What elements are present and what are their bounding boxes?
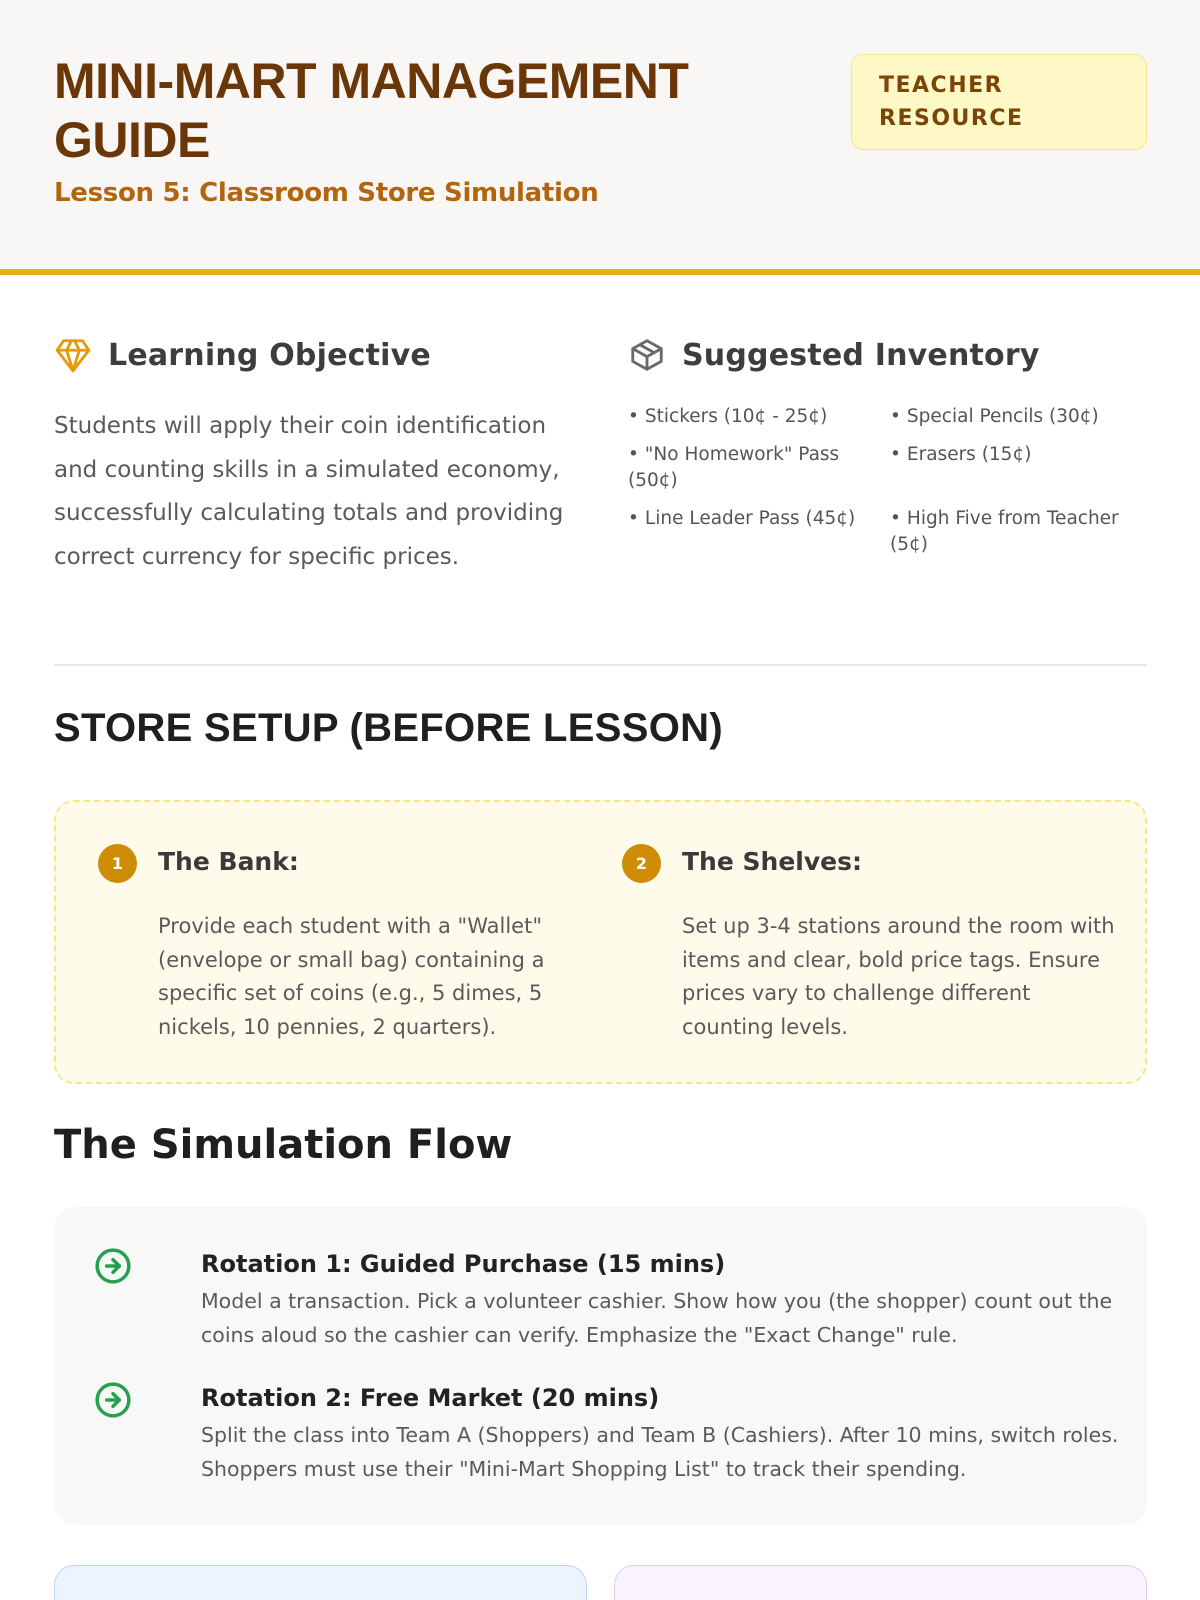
rotation-title: Rotation 1: Guided Purchase (15 mins)	[201, 1250, 726, 1278]
inventory-list	[628, 404, 1148, 558]
rotation-text: Split the class into Team A (Shoppers) and Team B (Cashiers). After 10 mins, switch roles. Shoppers must use their "Mini-Mart Shopping List" to track their spending.	[201, 1423, 1119, 1481]
page-title: MINI-MART MANAGEMENT GUIDE	[54, 53, 689, 168]
step-title: The Bank:	[158, 847, 299, 876]
store-setup-box	[54, 800, 1147, 1084]
arrow-circle-right-icon	[94, 1247, 132, 1285]
step-title: The Shelves:	[682, 847, 862, 876]
step-number-badge: 2	[622, 844, 661, 883]
inventory-item: • High Five from Teacher (5¢)	[890, 506, 1148, 558]
inventory-item: • Special Pencils (30¢)	[890, 404, 1148, 430]
badge-line-1: TEACHER	[879, 73, 1004, 98]
gem-icon	[54, 336, 92, 374]
objective-heading-label: Learning Objective	[108, 337, 431, 373]
inventory-item: • "No Homework" Pass (50¢)	[628, 442, 890, 494]
objective-heading	[54, 336, 431, 374]
badge-line-2: RESOURCE	[879, 106, 1024, 131]
section-divider	[54, 664, 1147, 666]
simulation-flow-box	[54, 1207, 1147, 1525]
store-setup-heading: STORE SETUP (BEFORE LESSON)	[54, 706, 723, 750]
info-card-blue	[54, 1565, 587, 1600]
step-text: Set up 3-4 stations around the room with items and clear, bold price tags. Ensure prices vary to challenge different counting levels.	[682, 914, 1115, 1039]
inventory-item: • Erasers (15¢)	[890, 442, 1148, 494]
simulation-flow-heading: The Simulation Flow	[54, 1122, 513, 1168]
rotation-text: Model a transaction. Pick a volunteer cashier. Show how you (the shopper) count out the coins aloud so the cashier can verify. Emphasize the "Exact Change" rule.	[201, 1289, 1113, 1347]
lesson-subtitle: Lesson 5: Classroom Store Simulation	[54, 178, 599, 208]
teacher-resource-badge	[851, 54, 1147, 150]
arrow-circle-right-icon	[94, 1381, 132, 1419]
rotation-title: Rotation 2: Free Market (20 mins)	[201, 1384, 660, 1412]
inventory-heading-label: Suggested Inventory	[682, 337, 1040, 373]
step-number-badge: 1	[98, 844, 137, 883]
info-card-purple	[614, 1565, 1147, 1600]
inventory-heading	[628, 336, 1040, 374]
objective-text: Students will apply their coin identification and counting skills in a simulated economy, successfully calculating totals and providing correct currency for specific prices.	[54, 413, 564, 570]
inventory-item: • Line Leader Pass (45¢)	[628, 506, 890, 558]
inventory-item: • Stickers (10¢ - 25¢)	[628, 404, 890, 430]
step-text: Provide each student with a "Wallet" (envelope or small bag) containing a specific set of coins (e.g., 5 dimes, 5 nickels, 10 pennies, 2 quarters).	[158, 914, 545, 1039]
page-header	[0, 0, 1200, 275]
box-icon	[628, 336, 666, 374]
